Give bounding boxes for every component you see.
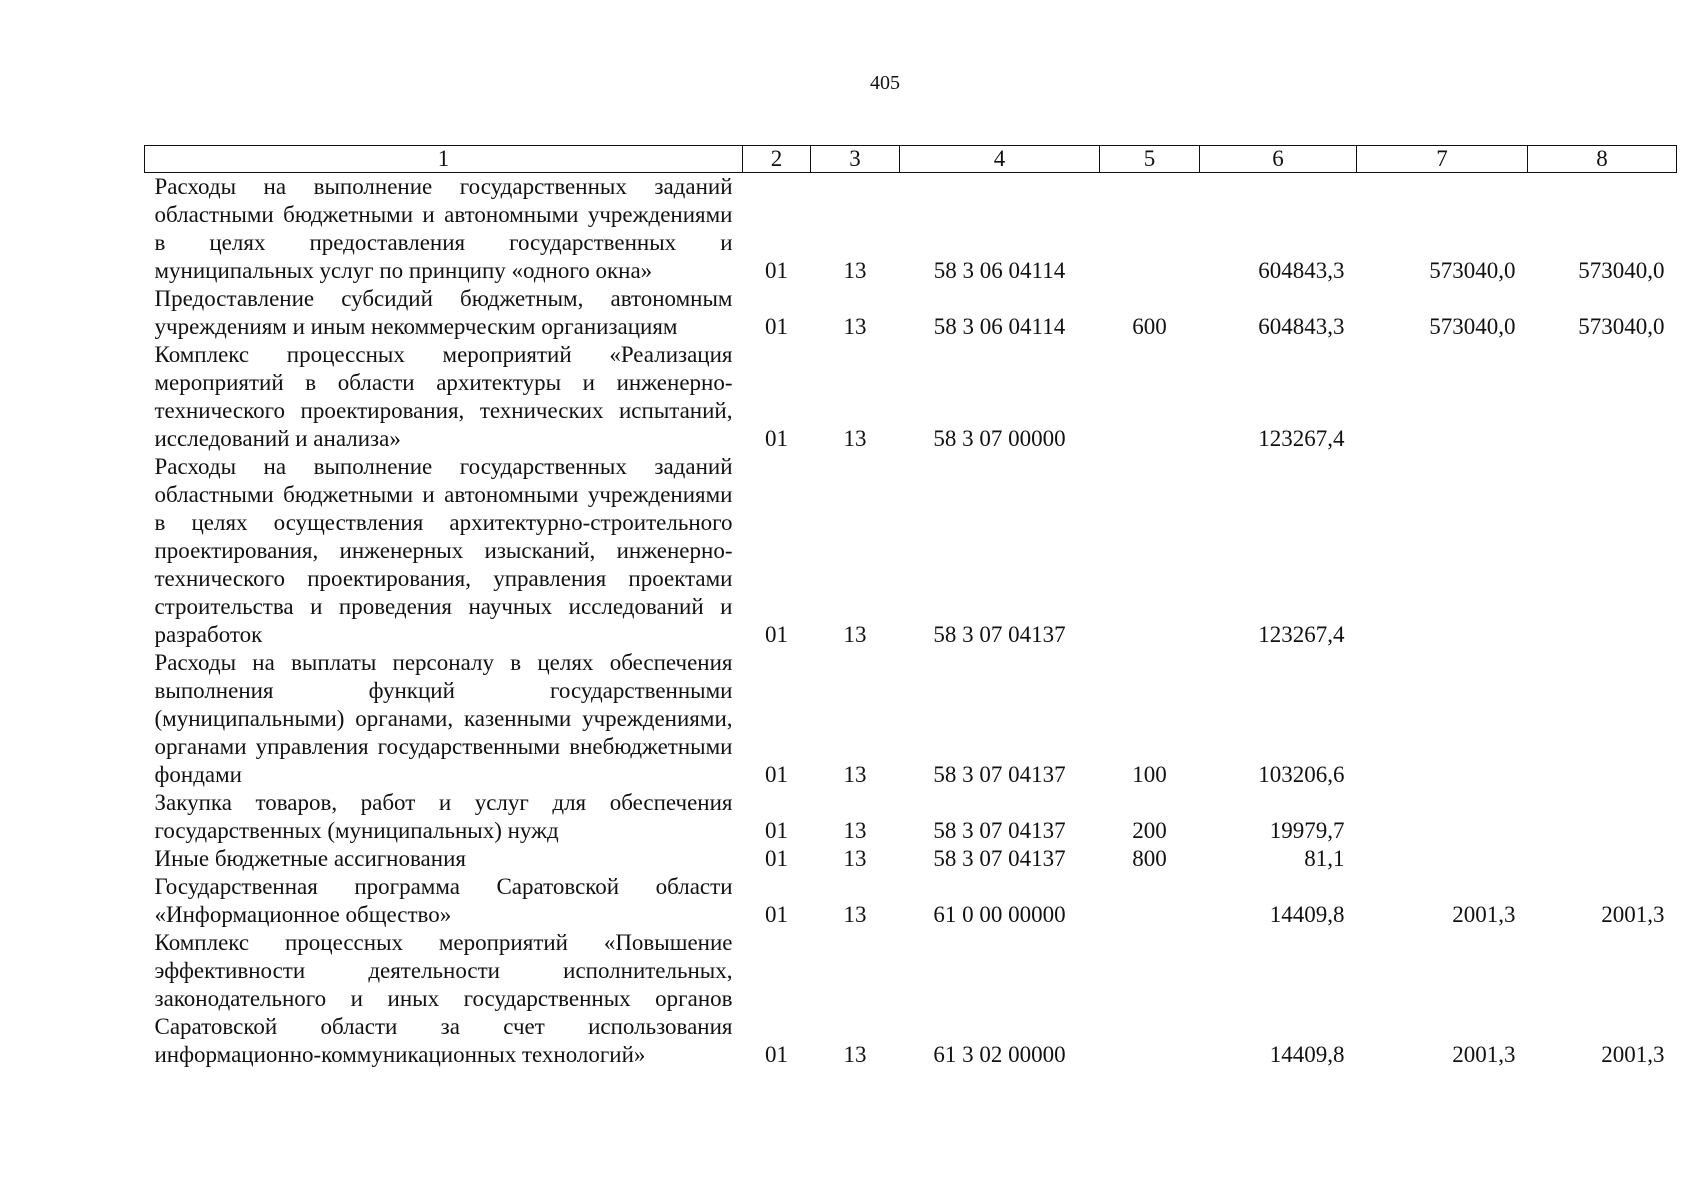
- header-col-4: 4: [900, 146, 1100, 173]
- row-subsection: 13: [843, 762, 867, 787]
- row-amount-col8: [1528, 789, 1677, 845]
- header-col-6: 6: [1200, 146, 1357, 173]
- row-subsection: 13: [843, 622, 867, 647]
- header-col-7: 7: [1357, 146, 1528, 173]
- row-amount-col8: 2001,3: [1601, 902, 1665, 927]
- row-target-item: 61 3 02 00000: [933, 1042, 1066, 1067]
- table-row: [145, 873, 1677, 929]
- table-row: [145, 173, 1677, 286]
- table-body: [145, 173, 1677, 1070]
- row-target-item: 58 3 07 00000: [933, 426, 1066, 451]
- row-section: 01: [765, 846, 788, 871]
- header-col-8: 8: [1528, 146, 1677, 173]
- table-row: [145, 649, 1677, 789]
- row-amount-col8: [1528, 845, 1677, 873]
- table-row: [145, 845, 1677, 873]
- row-section: 01: [765, 622, 788, 647]
- row-expense-type: [1100, 173, 1200, 286]
- table-row: [145, 789, 1677, 845]
- row-amount-col6: 19979,7: [1269, 818, 1345, 843]
- header-col-5: 5: [1100, 146, 1200, 173]
- page-number: 405: [870, 72, 900, 94]
- row-subsection: 13: [843, 902, 867, 927]
- row-amount-col7: 2001,3: [1452, 902, 1516, 927]
- row-subsection: 13: [843, 846, 867, 871]
- row-amount-col7: [1357, 341, 1528, 453]
- row-amount-col6: 14409,8: [1269, 1042, 1345, 1067]
- row-amount-col7: [1357, 845, 1528, 873]
- row-amount-col7: [1357, 649, 1528, 789]
- row-target-item: 61 0 00 00000: [933, 902, 1066, 927]
- header-col-1: 1: [145, 146, 743, 173]
- row-expense-type: [1100, 453, 1200, 649]
- header-col-3: 3: [811, 146, 900, 173]
- row-name: Расходы на выполнение государственных заданий областными бюджетными и автономными учреждениями в целях предоставления государственных и муниципальных услуг по принципу «одного окна»: [154, 174, 733, 283]
- row-target-item: 58 3 07 04137: [933, 762, 1066, 787]
- row-section: 01: [765, 818, 788, 843]
- row-expense-type: 800: [1132, 846, 1167, 871]
- row-section: 01: [765, 902, 788, 927]
- row-target-item: 58 3 07 04137: [933, 846, 1066, 871]
- row-section: 01: [765, 762, 788, 787]
- row-amount-col8: 573040,0: [1578, 258, 1665, 283]
- row-target-item: 58 3 07 04137: [933, 622, 1066, 647]
- row-section: 01: [765, 1042, 788, 1067]
- row-expense-type: [1100, 873, 1200, 929]
- row-amount-col6: 604843,3: [1258, 314, 1345, 339]
- row-amount-col6: 81,1: [1304, 846, 1345, 871]
- row-amount-col8: 2001,3: [1601, 1042, 1665, 1067]
- row-expense-type: 100: [1132, 762, 1167, 787]
- row-name: Комплекс процессных мероприятий «Реализация мероприятий в области архитектуры и инженерно-технического проектирования, технических испытаний, исследований и анализа»: [154, 342, 733, 451]
- table-row: [145, 341, 1677, 453]
- row-expense-type: [1100, 341, 1200, 453]
- row-section: 01: [765, 426, 788, 451]
- row-subsection: 13: [843, 258, 867, 283]
- table-row: [145, 285, 1677, 341]
- row-amount-col8: [1528, 341, 1677, 453]
- header-col-2: 2: [743, 146, 811, 173]
- header-row: [145, 146, 1677, 173]
- row-target-item: 58 3 07 04137: [933, 818, 1066, 843]
- row-amount-col7: 573040,0: [1429, 314, 1516, 339]
- row-amount-col8: [1528, 649, 1677, 789]
- row-name: Иные бюджетные ассигнования: [154, 846, 466, 871]
- row-amount-col7: [1357, 453, 1528, 649]
- row-amount-col7: 2001,3: [1452, 1042, 1516, 1067]
- row-name: Расходы на выполнение государственных заданий областными бюджетными и автономными учреждениями в целях осуществления архитектурно-строительного проектирования, инженерных изысканий, инженерно-технического проектирования, управления проектами строительства и проведения научных исследований и разработок: [154, 454, 733, 647]
- row-name: Комплекс процессных мероприятий «Повышение эффективности деятельности исполнительных, законодательного и иных государственных органов Саратовской области за счет использования информационно-коммуникационных технологий»: [154, 930, 733, 1067]
- row-amount-col6: 604843,3: [1258, 258, 1345, 283]
- row-expense-type: 600: [1132, 314, 1167, 339]
- table-row: [145, 929, 1677, 1069]
- row-subsection: 13: [843, 818, 867, 843]
- budget-table: [144, 145, 1677, 1069]
- row-name: Расходы на выплаты персоналу в целях обеспечения выполнения функций государственными (муниципальными) органами, казенными учреждениями, органами управления государственными внебюджетными фондами: [154, 650, 733, 787]
- row-name: Государственная программа Саратовской области «Информационное общество»: [154, 874, 733, 927]
- row-name: Закупка товаров, работ и услуг для обеспечения государственных (муниципальных) нужд: [154, 790, 733, 843]
- table-row: [145, 453, 1677, 649]
- row-target-item: 58 3 06 04114: [933, 314, 1066, 339]
- row-amount-col6: 123267,4: [1258, 426, 1345, 451]
- row-subsection: 13: [843, 426, 867, 451]
- row-section: 01: [765, 258, 788, 283]
- row-amount-col7: 573040,0: [1429, 258, 1516, 283]
- row-target-item: 58 3 06 04114: [933, 258, 1066, 283]
- row-amount-col7: [1357, 789, 1528, 845]
- row-expense-type: 200: [1132, 818, 1167, 843]
- row-subsection: 13: [843, 1042, 867, 1067]
- row-name: Предоставление субсидий бюджетным, автономным учреждениям и иным некоммерческим организациям: [154, 286, 733, 339]
- row-amount-col6: 123267,4: [1258, 622, 1345, 647]
- row-amount-col8: [1528, 453, 1677, 649]
- row-amount-col6: 14409,8: [1269, 902, 1345, 927]
- row-section: 01: [765, 314, 788, 339]
- row-subsection: 13: [843, 314, 867, 339]
- row-amount-col6: 103206,6: [1258, 762, 1345, 787]
- table-header: [145, 146, 1677, 173]
- row-expense-type: [1100, 929, 1200, 1069]
- row-amount-col8: 573040,0: [1578, 314, 1665, 339]
